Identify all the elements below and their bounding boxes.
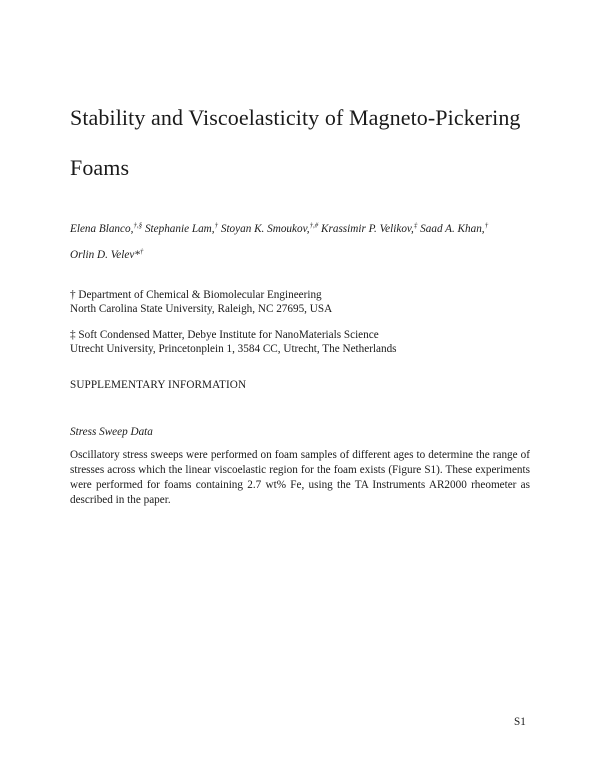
author-affiliation-mark: †,§ [133,221,143,230]
author-affiliation-mark: † [484,221,489,230]
page-number: S1 [514,716,526,728]
body-paragraph: Oscillatory stress sweeps were performed on foam samples of different ages to determine the range of stresses across which the linear viscoelastic region for the foam exists (Figure S1). These experiments were performed for foams containing 2.7 wt% Fe, using the TA Instruments AR2000 rheometer as described in the paper. [70,449,530,506]
paper-title-line-2: Foams [70,155,130,180]
author-affiliation-mark: †,# [309,221,319,230]
author-name: Saad A. Khan, [420,223,485,235]
author-list-line-1 [70,222,540,236]
author-list-line-2 [70,248,540,262]
affiliation-line: ‡ Soft Condensed Matter, Debye Institute for NanoMaterials Science [70,329,379,341]
author-affiliation-mark: ‡ [413,221,418,230]
affiliation-utrecht [70,328,397,356]
affiliation-line: † Department of Chemical & Biomolecular Engineering [70,289,322,301]
author-name: Krassimir P. Velikov, [321,223,414,235]
author-name: Stoyan K. Smoukov, [220,223,310,235]
subsection-heading: Stress Sweep Data [70,426,153,438]
affiliation-line: Utrecht University, Princetonplein 1, 3584 CC, Utrecht, The Netherlands [70,343,397,355]
author-name: Stephanie Lam, [144,223,215,235]
author-name: Orlin D. Velev* [70,249,140,261]
section-heading: SUPPLEMENTARY INFORMATION [70,379,247,391]
author-affiliation-mark: † [139,247,144,256]
author-affiliation-mark: † [214,221,219,230]
paper-title-line-1: Stability and Viscoelasticity of Magneto-Pickering [70,105,521,130]
affiliation-line: North Carolina State University, Raleigh, NC 27695, USA [70,303,333,315]
author-name: Elena Blanco, [70,223,134,235]
affiliation-ncsu [70,288,332,316]
